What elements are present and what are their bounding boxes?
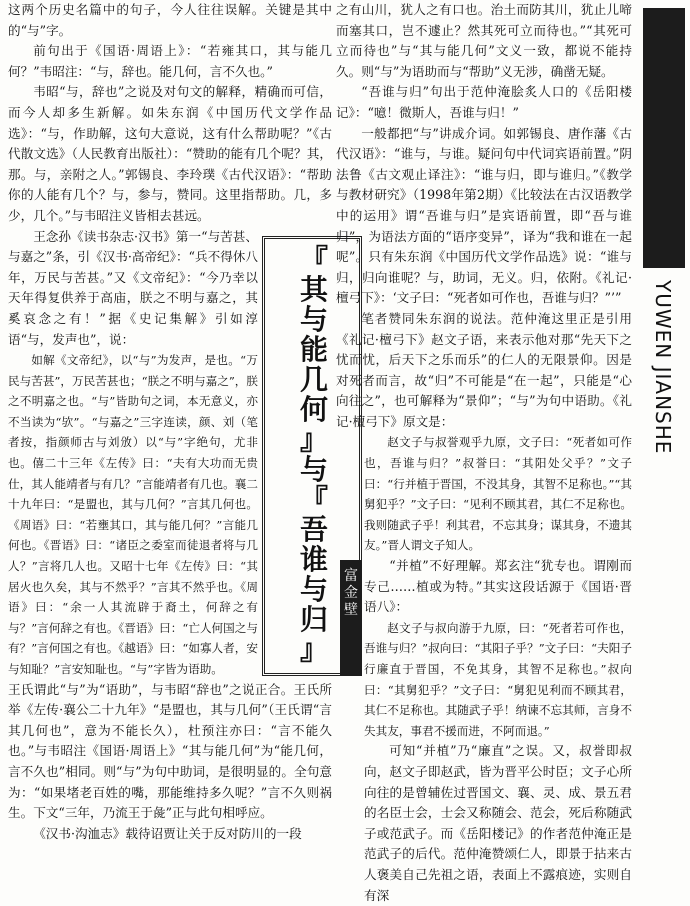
author-name: 富金壁 xyxy=(344,568,358,618)
sidebar-bar xyxy=(643,8,685,268)
title-char: 谁 xyxy=(299,543,328,576)
journal-name: YUWEN JIANSHE xyxy=(651,280,675,455)
right-column xyxy=(336,0,632,906)
title-char: 』 xyxy=(299,633,328,666)
paragraph: 王氏谓此“与”为“语助”，与韦昭“辞也”之说正合。王氏所举《左传·襄公二十九年》“是盟也，其与几何”（王氏谓“言其几何也”，意为不能长久），杜预注亦曰：“言不能久也。”与韦昭注《国语·周语上》“其与能几何”为“能几何，言不久也”相同。则“与”为句中助词，是很明显的。全句意为：“如果堵老百姓的嘴，那能维持多久呢？”言不久则祸生。下文“三年，乃流王于彘”正与此句相呼应。 xyxy=(8,681,332,821)
quote-paragraph: 赵文子与叔向游于九原，曰：“死者若可作也，吾谁与归？”叔向曰：“其阳子乎？”文子曰：“夫阳子行廉直于晋国，不免其身，其智不足称也。”叔向曰：“其舅犯乎？”文子曰：“舅犯见利而不顾其君，其仁不足称也。其随武子乎！纳谏不忘其师，言身不失其友，事君不援而进，不阿而退。” xyxy=(364,620,632,738)
paragraph: 笔者赞同朱东润的说法。范仲淹这里正是引用《礼记·檀弓下》赵文子语，来表示他对那“先天下之忧而忧，后天下之乐而乐”的仁人的无限景仰。因是对死者而言，故“归”不可能是“在一起”，只能是“心向往之”，也可解释为“景仰”；“与”为句中语助。《礼记·檀弓下》原文是： xyxy=(336,310,632,429)
title-char: 与 xyxy=(299,573,328,606)
quote-paragraph: 赵文子与叔誉观乎九原，文子曰：“死者如可作也，吾谁与归？”叔誉曰：“其阳处父乎？”文子曰：“行并植于晋国，不没其身，其智不足称也。”“其舅犯乎？”文子曰：“见利不顾其君，其仁不足称也。我则随武子乎！利其君，不忘其身；谋其身，不遗其友。”晋人谓文子知人。 xyxy=(364,435,632,553)
paragraph: 王念孙《读书杂志·汉书》第一“与苦甚、与嘉之”条，引《汉书·高帝纪》：“兵不得休八年，万民与苦甚。”又《文帝纪》：“今乃幸以天年得复供养于高庙，朕之不明与嘉之，其奚哀念之有！”据《史记集解》引如淳语“与，发声也”，说： xyxy=(8,228,258,347)
paragraph: “吾谁与归”句出于范仲淹脍炙人口的《岳阳楼记》：“噫！微斯人，吾谁与归！” xyxy=(336,84,632,120)
title-char: 吾 xyxy=(299,513,328,546)
left-bottom-text xyxy=(8,680,332,845)
quote-paragraph: 如解《文帝纪》，以“与”为发声，是也。“万民与苦甚”，万民苦甚也；“朕之不明与嘉之”，朕之不明嘉之也。“与”皆助句之词，本无意义，亦不当读为“欤”。“与嘉之”三字连读，颜、刘（笔者按，指颜师古与刘攽）以“与”字绝句，尤非也。僖二十三年《左传》曰：“夫有大功而无贵仕，其人能靖者与有几？”言能靖者有几也。襄二十九年曰：“是盟也，其与几何？”言其几何也。《周语》曰：“若壅其口，其与能几何？”言能几何也。《晋语》曰：“诸臣之委室而徒退者将与几人？”言将几人也。又昭十七年《左传》曰：“其居火也久矣，其与不然乎？”言其不然乎也。《周语》曰：“余一人其流辟于裔土，何辞之有与？”言何辞之有也。《晋语》曰：“亡人何国之与有？”言何国之有也。《越语》曰：“如寡人者，安与知耻？”言安知耻也。“与”字皆为语助。 xyxy=(8,353,258,676)
right-top-text xyxy=(336,0,632,432)
paragraph: 之有山川，犹人之有口也。治土而防其川，犹止儿啼而塞其口，岂不遽止？然其死可立而待也。”“其死可立而待也”与“其与能几何”文义一致，都说不能持久。则“与”为语助而与“帮助”义无涉，确凿无疑。 xyxy=(336,2,632,79)
title-char: 归 xyxy=(299,603,328,636)
paragraph: 前句出于《国语·周语上》：“若雍其口，其与能几何？”韦昭注：“与，辞也。能几何，言不久也。” xyxy=(8,43,332,79)
paragraph: 一般都把“与”讲成介词。如郭锡良、唐作藩《古代汉语》：“谁与，与谁。疑问句中代词宾语前置。”阴法鲁《古文观止译注》：“谁与归，即与谁归。”《教学与教材研究》（1998年第2期）《比较法在古汉语教学中的运用》谓“吾谁与归”是宾语前置，即“吾与谁归”，为语法方面的“语序变异”，译为“我和谁在一起呢”。只有朱东润《中国历代文学作品选》说：“谁与归，归向谁呢？与，助词，无义。归，依附。《礼记·檀弓下》：‘文子曰：“死者如可作也，吾谁与归？”’” xyxy=(336,125,632,306)
paragraph: 可知“并植”乃“廉直”之误。又，叔誉即叔向，赵文子即赵武，皆为晋平公时臣；文子心所向往的是曾辅佐过晋国文、襄、灵、成、景五君的名臣士会，士会又称随会、范会，死后称随武子或范武子。而《岳阳楼记》的作者范仲淹正是范武子的后代。范仲淹赞颂仁人，即景于拈来古人褒美自己先祖之语，表面上不露痕迹，实则自有深 xyxy=(364,743,632,903)
paragraph: 韦昭“与，辞也”之说及对句文的解释，精确而可信，而今人却多生新解。如朱东润《中国历代文学作品选》：“与，作助解，这句大意说，这有什么帮助呢？”《古代散文选》（人民教育出版社）：“赞助的能有几个呢？其，那。与，亲附之人。”郭锡良、李玲璞《古代汉语》：“帮助你的人能有几个？与，参与，赞同。这里指帮助。几，多少，几个。”与韦昭注义皆相去甚远。 xyxy=(8,84,332,223)
left-mid-text xyxy=(8,227,258,680)
paragraph: “并植”不好理解。郑玄注“犹专也。谓刚而专己……植或为特。”其实这段话源于《国语·晋语八》： xyxy=(364,558,632,615)
article-title: 『 其 与 能 几 何 』 与 『 吾 谁 与 归 』 xyxy=(271,245,357,665)
paragraph: 《汉书·沟洫志》载待诏贾让关于反对防川的一段 xyxy=(33,825,302,841)
left-top-text xyxy=(8,0,332,227)
journal-sidebar xyxy=(633,0,690,854)
paragraph: 这两个历史名篇中的句子，今人往往误解。关键是其中的“与”字。 xyxy=(8,2,332,38)
right-quote-block xyxy=(336,432,632,906)
